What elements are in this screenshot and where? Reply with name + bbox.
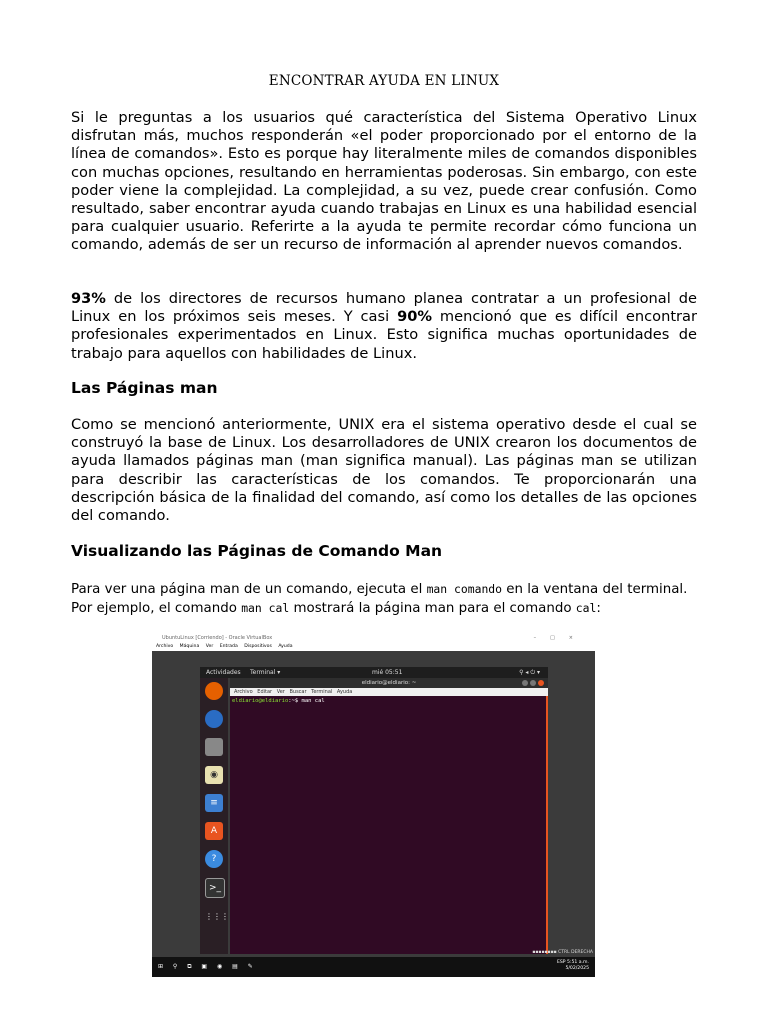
vb-menu-dispositivos: Dispositivos [244, 644, 272, 649]
man-pages-paragraph: Como se mencionó anteriormente, UNIX era el sistema operativo desde el cual se construyó la base de Linux. Los desarrolladores de UNIX crearon los documentos de ayuda llamados páginas man (man significa manual). Las páginas man se utilizan para describir las características de los comandos. Te proporcionarán una descripción básica de la finalidad del comando, así como los detalles de las opciones del comando. [71, 416, 697, 525]
thunderbird-icon [205, 710, 223, 728]
term-menu-buscar: Buscar [289, 689, 307, 695]
prompt-user: eldiario@eldiario [232, 698, 289, 704]
viewing-text-2: en la ventana del terminal. Por ejemplo, el comando [71, 582, 688, 616]
vb-menu-ver: Ver [205, 644, 214, 649]
terminal-icon: >_ [205, 878, 225, 898]
apps-grid-icon: ⋮⋮⋮ [205, 912, 229, 921]
code-cal: cal [575, 601, 597, 615]
term-menu-editar: Editar [257, 689, 273, 695]
term-menu-archivo: Archivo [234, 689, 253, 695]
stat-93: 93% [71, 290, 106, 307]
vb-menu-maquina: Máquina [179, 644, 200, 649]
viewing-text-1: Para ver una página man de un comando, ejecuta el [71, 582, 427, 597]
term-menu-ayuda: Ayuda [336, 689, 353, 695]
taskbar-lang: ESP [556, 960, 566, 965]
heading-viewing-man: Visualizando las Páginas de Comando Man [71, 542, 443, 560]
rhythmbox-icon: ◉ [205, 766, 223, 784]
viewing-text-4: : [596, 601, 601, 616]
virtualbox-title: UbuntuLinux [Corriendo] - Oracle VirtualBox [162, 635, 273, 641]
terminal-window [230, 678, 548, 954]
stats-paragraph [71, 290, 697, 363]
taskbar-time: 5:51 a.m. [567, 960, 589, 965]
intro-paragraph: Si le preguntas a los usuarios qué característica del Sistema Operativo Linux disfrutan más, muchos responderán «el poder proporcionado por el entorno de la línea de comandos». Esto es porque hay literalmente miles de comandos disponibles con muchas opciones, resultando en herramientas poderosas. Sin embargo, con este poder viene la complejidad. La complejidad, a su vez, puede crear confusión. Como resultado, saber encontrar ayuda cuando trabajas en Linux es una habilidad esencial para cualquier usuario. Referirte a la ayuda te permite recordar cómo funciona un comando, además de ser un recurso de información al aprender nuevos comandos. [71, 109, 697, 254]
stats-text-2: mencionó que es difícil encontrar profesionales experimentados en Linux. Esto significa muchas oportunidades de trabajo para aquellos con habilidades de Linux. [71, 308, 698, 362]
vb-menu-ayuda: Ayuda [278, 644, 293, 649]
windows-taskbar [152, 957, 595, 977]
viewing-text-3: mostrará la página man para el comando [289, 601, 576, 616]
vm-display [152, 651, 595, 957]
window-controls: –□× [533, 635, 587, 641]
ubuntu-topbar [200, 667, 548, 678]
virtualbox-titlebar [152, 633, 595, 643]
term-menu-terminal: Terminal [311, 689, 333, 695]
taskbar-tray [557, 960, 589, 972]
taskbar-icons: ⊞ ⚲ ⧉ ▣ ◉ ▤ ✎ [158, 963, 257, 970]
host-key-label: CTRL DERECHA [558, 950, 593, 955]
terminal-app-menu: Terminal ▾ [250, 669, 281, 676]
terminal-title: eldiario@eldiario: ~ [361, 680, 417, 686]
vb-menu-entrada: Entrada [219, 644, 238, 649]
vm-status-bar: ▪▪▪▪▪▪▪▪ CTRL DERECHA [532, 950, 593, 955]
viewing-paragraph [71, 580, 701, 618]
taskbar-date: 5/02/2025 [565, 966, 589, 971]
page-title: ENCONTRAR AYUDA EN LINUX [268, 73, 500, 89]
firefox-icon [205, 682, 223, 700]
ubuntu-dock [200, 678, 228, 954]
prompt-command: :~$ man cal [288, 698, 325, 704]
files-icon [205, 738, 223, 756]
terminal-menubar [230, 688, 548, 696]
software-icon: A [205, 822, 223, 840]
vb-menu-archivo: Archivo [156, 644, 174, 649]
terminal-titlebar [230, 678, 548, 688]
help-icon: ? [205, 850, 223, 868]
stat-90: 90% [397, 308, 433, 326]
writer-icon: ≡ [205, 794, 223, 812]
terminal-window-buttons [520, 680, 544, 690]
system-tray-icons: ⚲ ◂ ⏻ ▾ [519, 669, 540, 676]
activities-label: Actividades [206, 669, 241, 676]
heading-man-pages: Las Páginas man [71, 379, 218, 397]
code-man-comando: man comando [426, 582, 503, 596]
code-man-cal: man cal [241, 601, 290, 615]
term-menu-ver: Ver [276, 689, 285, 695]
topbar-clock: mié 05:51 [372, 669, 403, 676]
terminal-body [230, 696, 548, 954]
stats-text-1: de los directores de recursos humano planea contratar a un profesional de Linux en los próximos seis meses. Y casi [71, 290, 697, 326]
terminal-screenshot [152, 633, 595, 977]
